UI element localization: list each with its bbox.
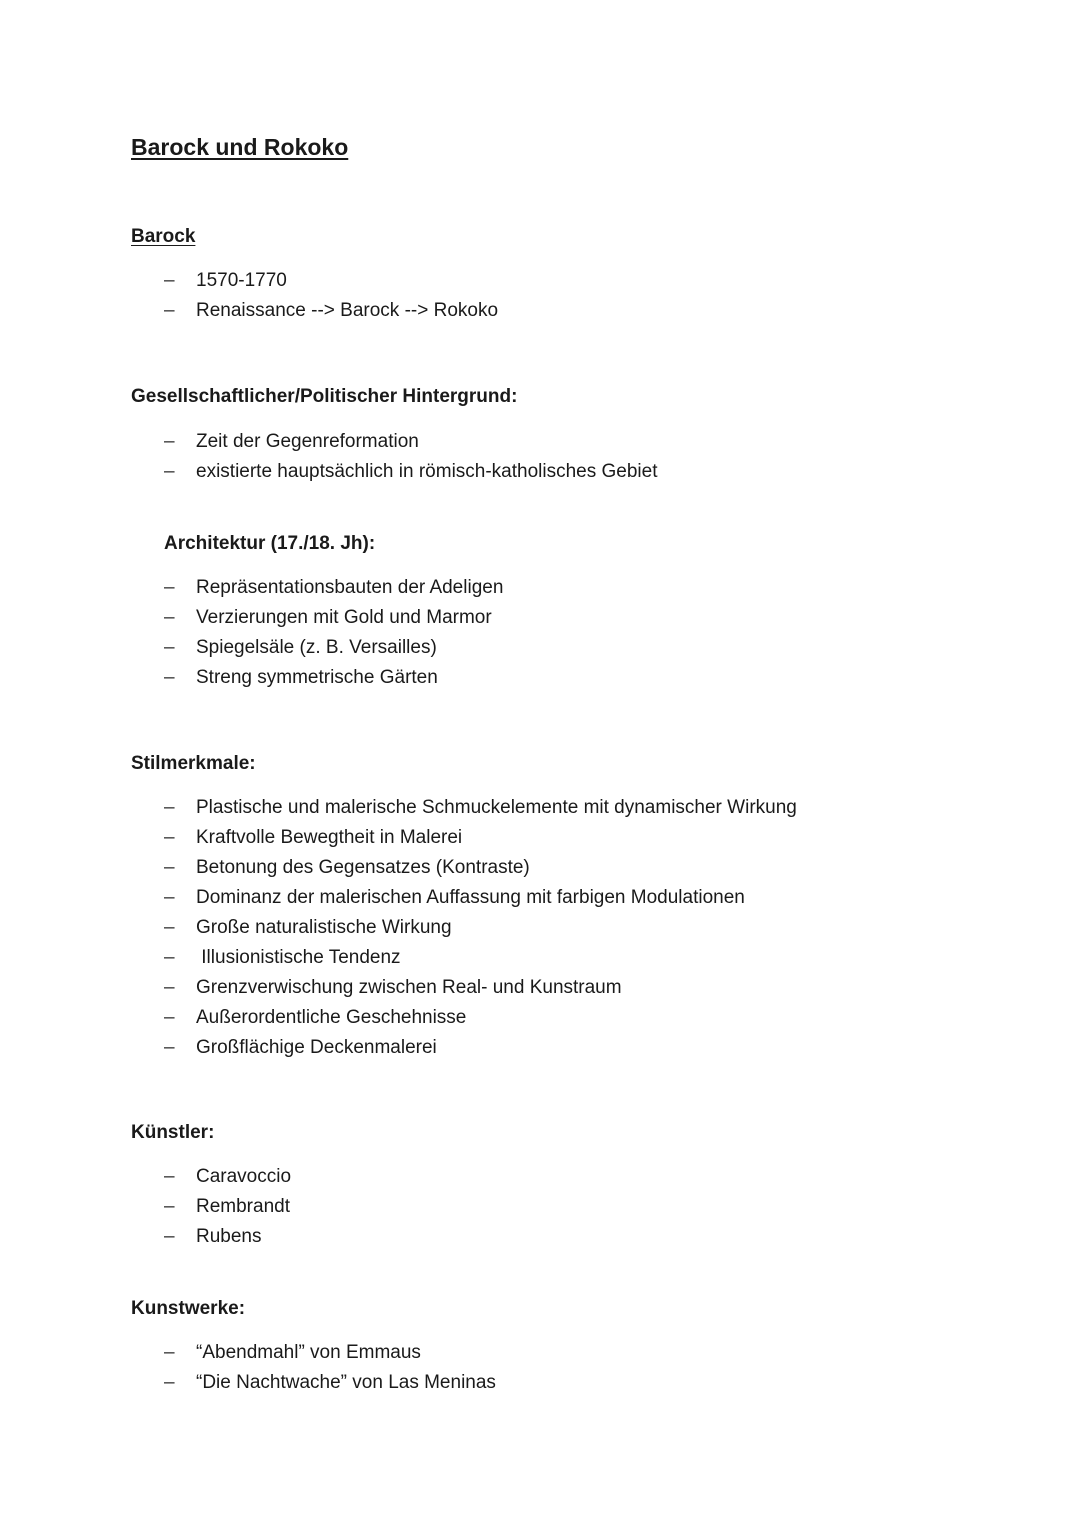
section-heading-stilmerkmale: Stilmerkmale: <box>131 753 256 774</box>
dash-bullet: – <box>164 857 175 878</box>
list-item-text: Rubens <box>196 1226 262 1247</box>
dash-bullet: – <box>164 607 175 628</box>
list-item-text: Illusionistische Tendenz <box>196 947 401 968</box>
list-item-text: Große naturalistische Wirkung <box>196 917 452 938</box>
section-heading-barock: Barock <box>131 226 196 247</box>
dash-bullet: – <box>164 1342 175 1363</box>
dash-bullet: – <box>164 797 175 818</box>
dash-bullet: – <box>164 977 175 998</box>
dash-bullet: – <box>164 270 175 291</box>
dash-bullet: – <box>164 887 175 908</box>
dash-bullet: – <box>164 1372 175 1393</box>
dash-bullet: – <box>164 577 175 598</box>
list-item-text: Großflächige Deckenmalerei <box>196 1037 437 1058</box>
list-item-text: Rembrandt <box>196 1196 290 1217</box>
dash-bullet: – <box>164 1226 175 1247</box>
dash-bullet: – <box>164 917 175 938</box>
page-title: Barock und Rokoko <box>131 134 349 160</box>
list-item-text: Plastische und malerische Schmuckelemente mit dynamischer Wirkung <box>196 797 797 818</box>
list-item-text: Zeit der Gegenreformation <box>196 431 419 452</box>
list-item-text: Außerordentliche Geschehnisse <box>196 1007 467 1028</box>
list-item-text: “Abendmahl” von Emmaus <box>196 1342 421 1363</box>
dash-bullet: – <box>164 431 175 452</box>
section-heading-hintergrund: Gesellschaftlicher/Politischer Hintergrund: <box>131 386 518 407</box>
section-heading-kuenstler: Künstler: <box>131 1122 215 1143</box>
list-item-text: 1570-1770 <box>196 270 287 291</box>
list-item-text: Spiegelsäle (z. B. Versailles) <box>196 637 437 658</box>
section-heading-architektur: Architektur (17./18. Jh): <box>164 533 376 554</box>
list-item-text: existierte hauptsächlich in römisch-katholisches Gebiet <box>196 461 658 482</box>
list-item-text: Verzierungen mit Gold und Marmor <box>196 607 492 628</box>
dash-bullet: – <box>164 1166 175 1187</box>
dash-bullet: – <box>164 461 175 482</box>
list-item-text: Repräsentationsbauten der Adeligen <box>196 577 504 598</box>
list-item-text: Grenzverwischung zwischen Real- und Kunstraum <box>196 977 622 998</box>
dash-bullet: – <box>164 827 175 848</box>
list-item-text: Betonung des Gegensatzes (Kontraste) <box>196 857 530 878</box>
dash-bullet: – <box>164 637 175 658</box>
dash-bullet: – <box>164 1037 175 1058</box>
dash-bullet: – <box>164 1007 175 1028</box>
list-item-text: Caravoccio <box>196 1166 292 1187</box>
section-heading-kunstwerke: Kunstwerke: <box>131 1298 246 1319</box>
list-item-text: Renaissance --> Barock --> Rokoko <box>196 300 499 321</box>
dash-bullet: – <box>164 947 175 968</box>
dash-bullet: – <box>164 300 175 321</box>
list-item-text: “Die Nachtwache” von Las Meninas <box>196 1372 496 1393</box>
dash-bullet: – <box>164 1196 175 1217</box>
list-item-text: Kraftvolle Bewegtheit in Malerei <box>196 827 463 848</box>
dash-bullet: – <box>164 667 175 688</box>
list-item-text: Dominanz der malerischen Auffassung mit farbigen Modulationen <box>196 887 745 908</box>
list-item-text: Streng symmetrische Gärten <box>196 667 438 688</box>
